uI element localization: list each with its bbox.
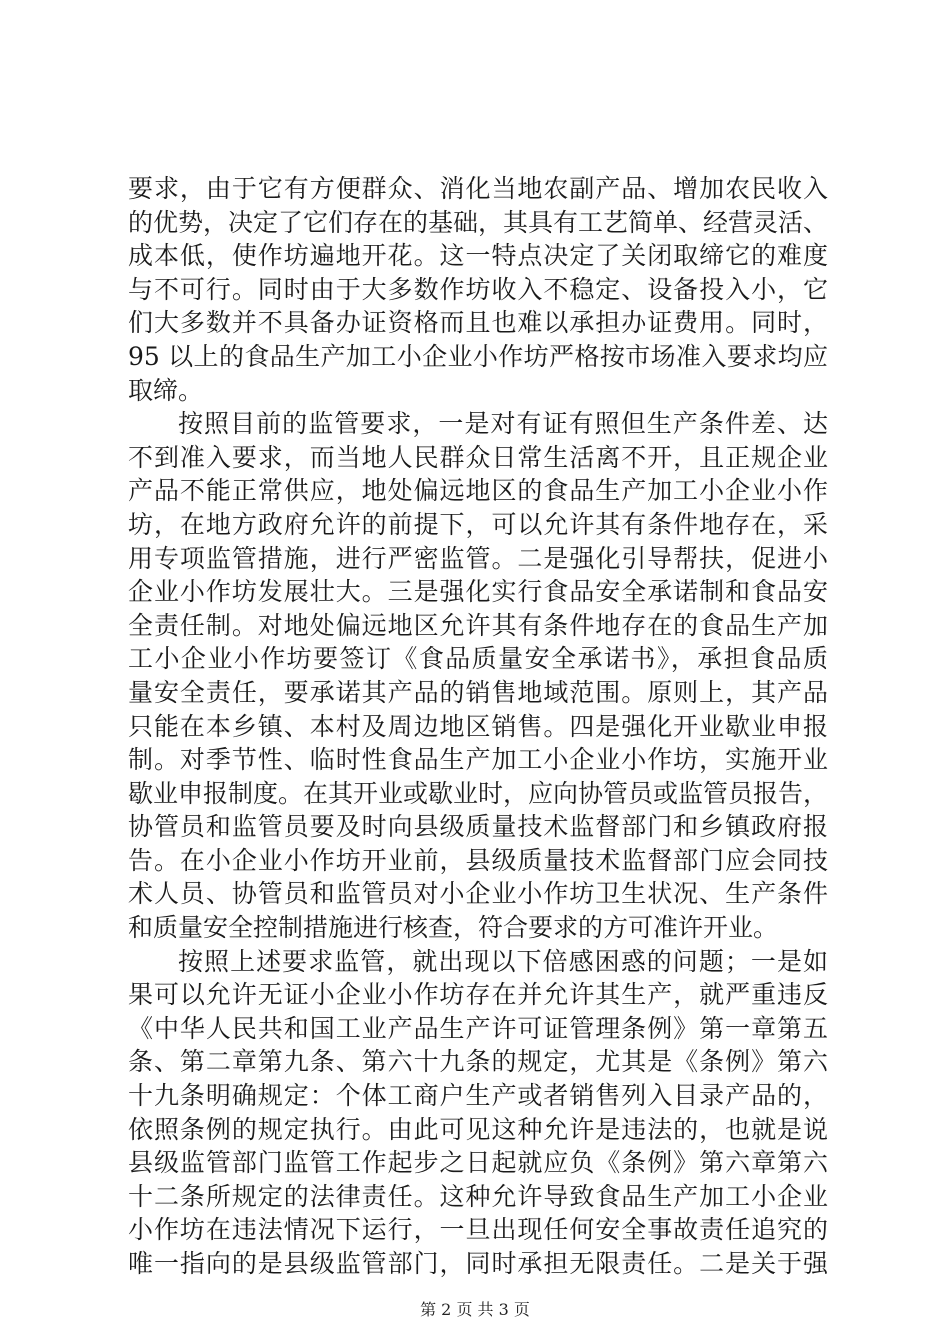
text-line: 们大多数并不具备办证资格而且也难以承担办证费用。同时，	[128, 308, 828, 338]
text-line: 与不可行。同时由于大多数作坊收入不稳定、设备投入小，它	[128, 274, 828, 304]
text-line: 要求，由于它有方便群众、消化当地农副产品、增加农民收入	[128, 174, 828, 203]
text-line: 成本低，使作坊遍地开花。这一特点决定了关闭取缔它的难度	[128, 241, 828, 271]
text-line: 县级监管部门监管工作起步之日起就应负《条例》第六章第六	[128, 1148, 828, 1178]
text-line: 产品不能正常供应，地处偏远地区的食品生产加工小企业小作	[128, 476, 828, 506]
text-line: 果可以允许无证小企业小作坊存在并允许其生产，就严重违反	[128, 980, 828, 1010]
text-line: 的优势，决定了它们存在的基础，其具有工艺简单、经营灵活、	[128, 207, 828, 237]
text-line: 坊，在地方政府允许的前提下，可以允许其有条件地存在，采	[128, 509, 828, 539]
text-line: 条、第二章第九条、第六十九条的规定，尤其是《条例》第六	[128, 1047, 828, 1077]
text-line: 95 以上的食品生产加工小企业小作坊严格按市场准入要求均应	[128, 341, 828, 371]
text-line: 《中华人民共和国工业产品生产许可证管理条例》第一章第五	[128, 1013, 828, 1043]
text-line: 术人员、协管员和监管员对小企业小作坊卫生状况、生产条件	[128, 879, 828, 909]
text-line: 十二条所规定的法律责任。这种允许导致食品生产加工小企业	[128, 1181, 828, 1211]
text-line: 取缔。	[128, 375, 204, 405]
text-line: 不到准入要求，而当地人民群众日常生活离不开，且正规企业	[128, 442, 828, 472]
text-line: 十九条明确规定：个体工商户生产或者销售列入目录产品的，	[128, 1081, 828, 1111]
text-line: 小作坊在违法情况下运行，一旦出现任何安全事故责任追究的	[128, 1215, 828, 1245]
text-line: 制。对季节性、临时性食品生产加工小企业小作坊，实施开业	[128, 745, 828, 775]
text-line: 全责任制。对地处偏远地区允许其有条件地存在的食品生产加	[128, 610, 828, 640]
text-line: 企业小作坊发展壮大。三是强化实行食品安全承诺制和食品安	[128, 577, 828, 607]
text-line: 协管员和监管员要及时向县级质量技术监督部门和乡镇政府报	[128, 812, 828, 842]
page-footer: 第 2 页 共 3 页	[420, 1300, 530, 1319]
text-line: 只能在本乡镇、本村及周边地区销售。四是强化开业歇业申报	[128, 711, 828, 741]
text-line: 按照目前的监管要求，一是对有证有照但生产条件差、达	[178, 409, 828, 439]
body-text	[128, 172, 828, 1281]
text-line: 歇业申报制度。在其开业或歇业时，应向协管员或监管员报告，	[128, 778, 828, 808]
text-line: 告。在小企业小作坊开业前，县级质量技术监督部门应会同技	[128, 845, 828, 875]
text-line: 依照条例的规定执行。由此可见这种允许是违法的，也就是说	[128, 1114, 828, 1144]
text-line: 用专项监管措施，进行严密监管。二是强化引导帮扶，促进小	[128, 543, 828, 573]
text-line: 唯一指向的是县级监管部门，同时承担无限责任。二是关于强	[128, 1249, 828, 1278]
text-line: 和质量安全控制措施进行核查，符合要求的方可准许开业。	[128, 913, 779, 943]
text-line: 工小企业小作坊要签订《食品质量安全承诺书》，承担食品质	[128, 644, 828, 674]
text-line: 按照上述要求监管，就出现以下倍感困惑的问题；一是如	[178, 946, 828, 976]
text-line: 量安全责任，要承诺其产品的销售地域范围。原则上，其产品	[128, 677, 828, 707]
